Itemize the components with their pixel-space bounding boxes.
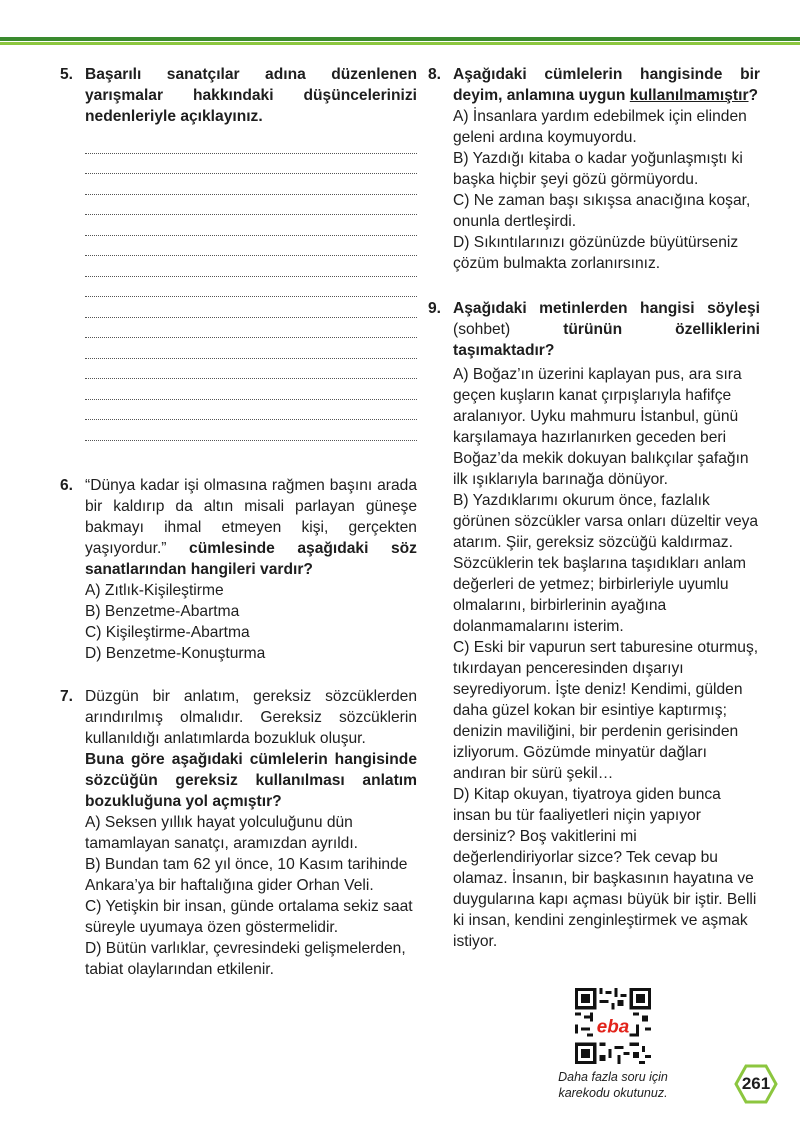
option-a[interactable]: A) Seksen yıllık hayat yolculuğunu dün tamamlayan sanatçı, aramızdan ayrıldı. <box>85 813 359 852</box>
question-number: 5. <box>60 66 74 83</box>
question-quote: “Dünya kadar işi olmasına rağmen başını arada bir kaldırıp da altın misali parlayan güneşe bakmayı ihmal etmeyen kişi, gerçekten yaşıyordur.” <box>85 476 417 557</box>
question-number: 9. <box>428 300 442 317</box>
header-bar <box>0 0 800 46</box>
question-text: Aşağıdaki cümlelerin hangisinde bir deyim, anlamına uygun kullanılmamıştır? <box>453 66 760 104</box>
right-column <box>428 64 760 952</box>
option-b[interactable]: B) Bundan tam 62 yıl önce, 10 Kasım tarihinde Ankara’ya bir haftalığına gider Orhan Veli. <box>85 855 408 894</box>
header-stripe-light <box>0 42 800 45</box>
question-intro: Düzgün bir anlatım, gereksiz sözcüklerden arındırılmış olmalıdır. Gereksiz sözcüklerin kullanıldığı anlatımlarda bozukluk oluşur. <box>85 687 417 747</box>
question-number: 6. <box>60 476 74 494</box>
option-d[interactable]: D) Sıkıntılarınızı gözünüzde büyütürseniz çözüm bulmakta zorlanırsınız. <box>453 234 739 272</box>
option-a[interactable]: A) Zıtlık-Kişileştirme <box>85 581 224 599</box>
option-b[interactable]: B) Benzetme-Abartma <box>85 602 240 620</box>
option-a[interactable]: A) İnsanlara yardım edebilmek için elinden geleni ardına koymuyordu. <box>453 108 747 146</box>
qr-caption: Daha fazla soru için karekodu okutunuz. <box>558 1070 668 1100</box>
option-b[interactable]: B) Yazdıklarımı okurum önce, fazlalık görünen sözcükler varsa onları düzeltir veya atarım. Şiir, gereksiz sözcüğü kaldırmaz. Sözcüklerin tek başlarına taşıdıkları anlam değerleri de yetmez; birbirleriyle uyumlu olmalarını, birbirlerinin ayağına dolanmamalarını isterim. <box>453 492 759 635</box>
question-number: 8. <box>428 66 442 83</box>
option-c[interactable]: C) Kişileştirme-Abartma <box>85 623 250 641</box>
question-text-paren: (sohbet) <box>453 321 511 338</box>
question-5 <box>60 64 417 441</box>
eba-logo: eba <box>596 1015 630 1037</box>
question-9 <box>428 298 760 952</box>
option-c[interactable]: C) Ne zaman başı sıkışsa anacığına koşar, onunla dertleşirdi. <box>453 192 751 230</box>
option-c[interactable]: C) Eski bir vapurun sert taburesine oturmuş, tıkırdayan penceresinden dışarıyı seyrediyorum. İşte deniz! Kendimi, gülden daha güzel kokan bir esintiye kaptırmış; denizin maviliğini, bir perdenin gerisinden izliyorum. Gözümde minyatür dağları andıran bir sürü şekil… <box>453 639 759 782</box>
underlined-word: kullanılmamıştır <box>629 87 749 104</box>
option-d[interactable]: D) Bütün varlıklar, çevresindeki gelişmelerden, tabiat olaylarından etkilenir. <box>85 939 406 978</box>
question-text: Başarılı sanatçılar adına düzenlenen yarışmalar hakkındaki düşüncelerinizi nedenleriyle açıklayınız. <box>85 66 417 125</box>
question-text-part1: Aşağıdaki metinlerden hangisi söyleşi <box>453 300 760 317</box>
question-text: cümlesinde aşağıdaki söz sanatlarından hangileri vardır? <box>85 539 417 578</box>
option-c[interactable]: C) Yetişkin bir insan, günde ortalama sekiz saat süreyle uyumaya özen göstermelidir. <box>85 897 413 936</box>
option-d[interactable]: D) Benzetme-Konuşturma <box>85 644 266 662</box>
option-b[interactable]: B) Yazdığı kitaba o kadar yoğunlaşmıştı ki başka hiçbir şeyi gözü görmüyordu. <box>453 150 743 188</box>
option-d[interactable]: D) Kitap okuyan, tiyatroya giden bunca insan bu tür faaliyetleri niçin yapıyor dersiniz? Boş vakitlerini mi değerlendiriyorlar sizce? Tek cevap bu olamaz. İnsanın, bir başkasının hayatına ve duygularına kapı açması büyük bir iştir. Belli ki insan, kendini zenginleştirmek ve aşmak istiyor. <box>453 786 757 950</box>
question-6 <box>60 475 417 664</box>
page-number: 261 <box>741 1074 771 1093</box>
qr-code[interactable] <box>575 988 651 1064</box>
question-number: 7. <box>60 687 74 705</box>
page-number-badge <box>734 1064 778 1104</box>
question-7 <box>60 686 417 980</box>
question-text: Buna göre aşağıdaki cümlelerin hangisinde sözcüğün gereksiz kullanılması anlatım bozukluğuna yol açmıştır? <box>85 750 417 810</box>
question-8 <box>428 64 760 274</box>
question-text-part2: türünün özelliklerini taşımaktadır? <box>453 321 760 359</box>
left-column <box>60 64 417 980</box>
answer-lines[interactable] <box>85 133 417 441</box>
header-stripe-dark <box>0 37 800 41</box>
option-a[interactable]: A) Boğaz’ın üzerini kaplayan pus, ara sıra geçen kuşların kanat çırpışlarıyla hafifçe aralanıyor. Uyku mahmuru İstanbul, günü karşılamaya hazırlanırken geceden beri Boğaz’da mekik dokuyan balıkçılar şafağın ilk ışıklarıyla barınağa dönüyor. <box>453 366 749 488</box>
